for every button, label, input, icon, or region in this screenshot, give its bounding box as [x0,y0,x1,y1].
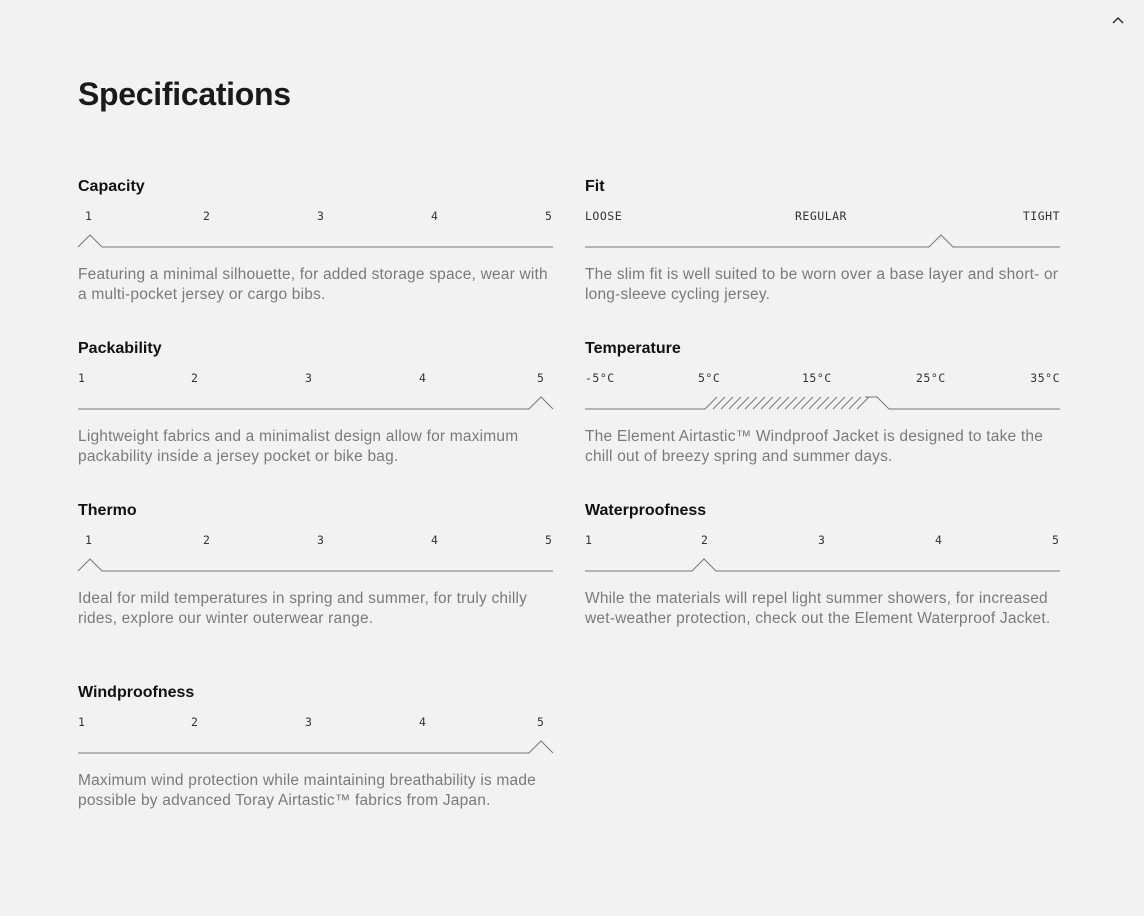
scale-tick: 2 [203,533,211,547]
spec-description: The slim fit is well suited to be worn over a base layer and short- or long-sleeve cycling jersey. [585,266,1059,303]
spec-temperature [585,339,1060,467]
scale-tick: 3 [317,209,325,223]
scale-tick: 1 [85,533,93,547]
scale-tick: -5°C [585,371,615,385]
spec-thermo [78,501,553,629]
scale-tick: 3 [317,533,325,547]
scale-tick: REGULAR [795,209,847,223]
spec-name: Capacity [78,178,145,195]
spec-scale [78,533,553,553]
spec-description: While the materials will repel light summer showers, for increased wet-weather protection, check out the Element Waterproof Jacket. [585,590,1051,627]
scale-tick: 4 [419,715,427,729]
spec-scale [585,371,1060,391]
level-marker [78,741,553,753]
scale-tick: 15°C [802,371,832,385]
spec-description: Ideal for mild temperatures in spring and summer, for truly chilly rides, explore our winter outerwear range. [78,590,528,627]
scale-tick: 5 [545,533,553,547]
scale-tick: 3 [818,533,826,547]
scale-tick: 1 [85,209,93,223]
spec-waterproofness [585,501,1060,629]
scale-tick: 5°C [698,371,721,385]
spec-scale [78,715,553,735]
page-title: Specifications [78,76,291,112]
spec-packability [78,339,553,467]
spec-name: Fit [585,178,605,195]
scale-tick: 4 [419,371,427,385]
scale-tick: 3 [305,371,313,385]
scale-tick: 35°C [1030,371,1060,385]
spec-track [585,393,1060,409]
scale-tick: 5 [537,371,545,385]
spec-scale [78,371,553,391]
level-marker [585,235,1060,247]
spec-name: Temperature [585,340,681,357]
spec-track [78,393,553,409]
level-marker [78,235,553,247]
spec-track [585,231,1060,247]
scale-tick: 5 [1052,533,1060,547]
level-marker [585,559,1060,571]
spec-track [78,231,553,247]
spec-capacity [78,177,553,305]
spec-scale [585,533,1060,553]
scale-tick: 2 [203,209,211,223]
scale-tick: 5 [537,715,545,729]
spec-name: Thermo [78,502,137,519]
spec-name: Windproofness [78,684,195,701]
scale-tick: 25°C [916,371,946,385]
spec-track [78,555,553,571]
spec-name: Packability [78,340,162,357]
spec-description: The Element Airtastic™ Windproof Jacket is designed to take the chill out of breezy spring and summer days. [585,428,1044,465]
spec-description: Featuring a minimal silhouette, for added storage space, wear with a multi-pocket jersey or cargo bibs. [78,266,548,303]
collapse-button[interactable] [1108,10,1128,30]
scale-tick: TIGHT [1022,209,1060,223]
scale-tick: 2 [701,533,709,547]
scale-tick: 4 [935,533,943,547]
spec-scale [78,209,553,229]
scale-tick: 2 [191,371,199,385]
scale-tick: 1 [585,533,593,547]
spec-track [585,555,1060,571]
range-end-marker [865,397,1060,409]
scale-tick: 4 [431,209,439,223]
level-marker [78,397,553,409]
scale-tick: 4 [431,533,439,547]
spec-fit [585,177,1060,305]
scale-tick: 3 [305,715,313,729]
spec-windproofness [78,683,553,811]
spec-description: Maximum wind protection while maintaining breathability is made possible by advanced Toray Airtastic™ fabrics from Japan. [78,772,536,809]
scale-tick: LOOSE [585,209,623,223]
scale-tick: 5 [545,209,553,223]
spec-track [78,737,553,753]
spec-description: Lightweight fabrics and a minimalist design allow for maximum packability inside a jersey pocket or bike bag. [78,428,519,465]
scale-tick: 2 [191,715,199,729]
chevron-up-icon [1112,16,1124,24]
spec-scale [585,209,1060,229]
temperature-range-hatch [705,397,869,409]
level-marker [78,559,553,571]
scale-tick: 1 [78,371,86,385]
spec-name: Waterproofness [585,502,707,519]
scale-tick: 1 [78,715,86,729]
